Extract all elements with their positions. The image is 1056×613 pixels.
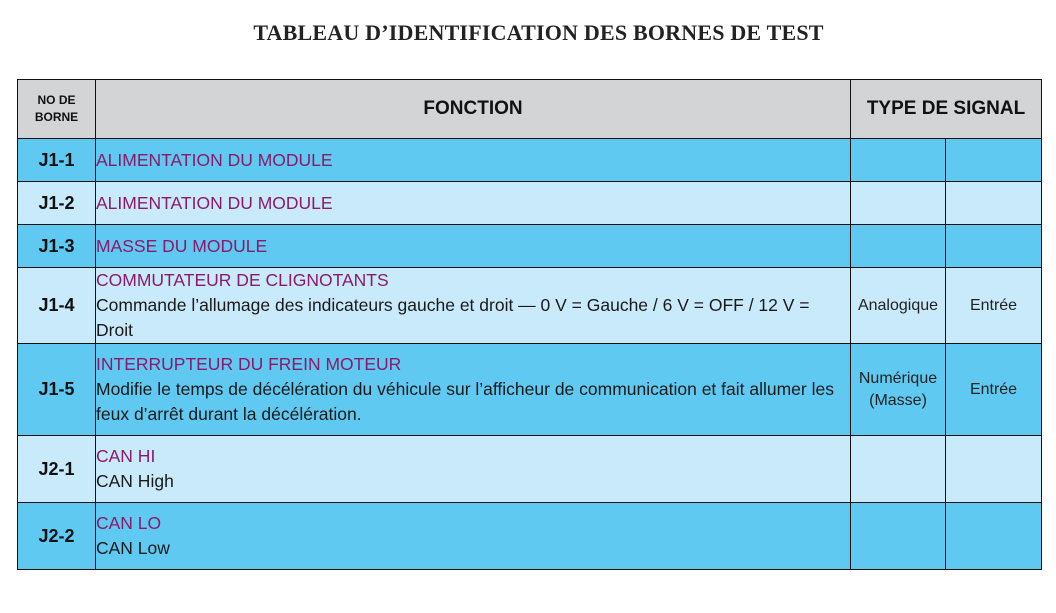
function-description: CAN Low bbox=[96, 538, 170, 558]
table-row bbox=[18, 268, 1042, 344]
table-row bbox=[18, 182, 1042, 225]
header-no-line1: NO DE bbox=[37, 93, 76, 107]
signal-direction-cell bbox=[946, 436, 1042, 503]
function-name: COMMUTATEUR DE CLIGNOTANTS bbox=[96, 270, 389, 290]
function-name: INTERRUPTEUR DU FREIN MOTEUR bbox=[96, 354, 402, 374]
table-row bbox=[18, 503, 1042, 570]
table-row bbox=[18, 344, 1042, 436]
function-cell bbox=[96, 503, 851, 570]
function-cell bbox=[96, 182, 851, 225]
signal-type-cell bbox=[851, 344, 946, 436]
table-header-row bbox=[18, 80, 1042, 139]
signal-direction-cell bbox=[946, 225, 1042, 268]
header-no-line2: BORNE bbox=[34, 110, 79, 124]
terminal-number: J2-1 bbox=[18, 436, 96, 503]
function-name: CAN HI bbox=[96, 446, 156, 466]
function-name: MASSE DU MODULE bbox=[96, 235, 268, 256]
table-row bbox=[18, 436, 1042, 503]
function-cell bbox=[96, 344, 851, 436]
terminal-number: J1-4 bbox=[18, 268, 96, 344]
terminal-number: J1-2 bbox=[18, 182, 96, 225]
function-cell bbox=[96, 268, 851, 344]
function-cell bbox=[96, 139, 851, 182]
terminal-number: J1-1 bbox=[18, 139, 96, 182]
signal-direction-cell bbox=[946, 503, 1042, 570]
signal-direction-cell: Entrée bbox=[946, 344, 1042, 436]
header-signal-type: TYPE DE SIGNAL bbox=[851, 80, 1042, 139]
signal-type-cell bbox=[851, 503, 946, 570]
terminal-number: J1-5 bbox=[18, 344, 96, 436]
function-cell bbox=[96, 436, 851, 503]
signal-direction-cell bbox=[946, 182, 1042, 225]
signal-direction-cell bbox=[946, 139, 1042, 182]
page-title: TABLEAU D’IDENTIFICATION DES BORNES DE TEST bbox=[253, 20, 824, 45]
terminal-table bbox=[17, 79, 1042, 570]
signal-direction-cell: Entrée bbox=[946, 268, 1042, 344]
signal-type-cell bbox=[851, 182, 946, 225]
function-name: ALIMENTATION DU MODULE bbox=[96, 192, 333, 213]
terminal-number: J1-3 bbox=[18, 225, 96, 268]
function-name: ALIMENTATION DU MODULE bbox=[96, 149, 333, 170]
signal-type-label: Analogique bbox=[857, 296, 939, 314]
function-description: CAN High bbox=[96, 471, 174, 491]
header-function: FONCTION bbox=[96, 80, 851, 139]
function-name: CAN LO bbox=[96, 513, 162, 533]
signal-type-cell bbox=[851, 436, 946, 503]
function-description: Commande l’allumage des indicateurs gauche et droit — 0 V = Gauche / 6 V = OFF / 12 V = Droit bbox=[96, 295, 810, 340]
header-terminal-number bbox=[18, 80, 96, 139]
signal-type-cell bbox=[851, 225, 946, 268]
table-row bbox=[18, 139, 1042, 182]
signal-type-qualifier: (Masse) bbox=[869, 391, 927, 409]
terminal-number: J2-2 bbox=[18, 503, 96, 570]
signal-type-cell bbox=[851, 268, 946, 344]
signal-type-label: Numérique bbox=[858, 369, 938, 387]
table-row bbox=[18, 225, 1042, 268]
function-cell bbox=[96, 225, 851, 268]
function-description: Modifie le temps de décélération du véhicule sur l’afficheur de communication et fait allumer les feux d’arrêt durant la décélération. bbox=[96, 379, 834, 424]
signal-type-cell bbox=[851, 139, 946, 182]
